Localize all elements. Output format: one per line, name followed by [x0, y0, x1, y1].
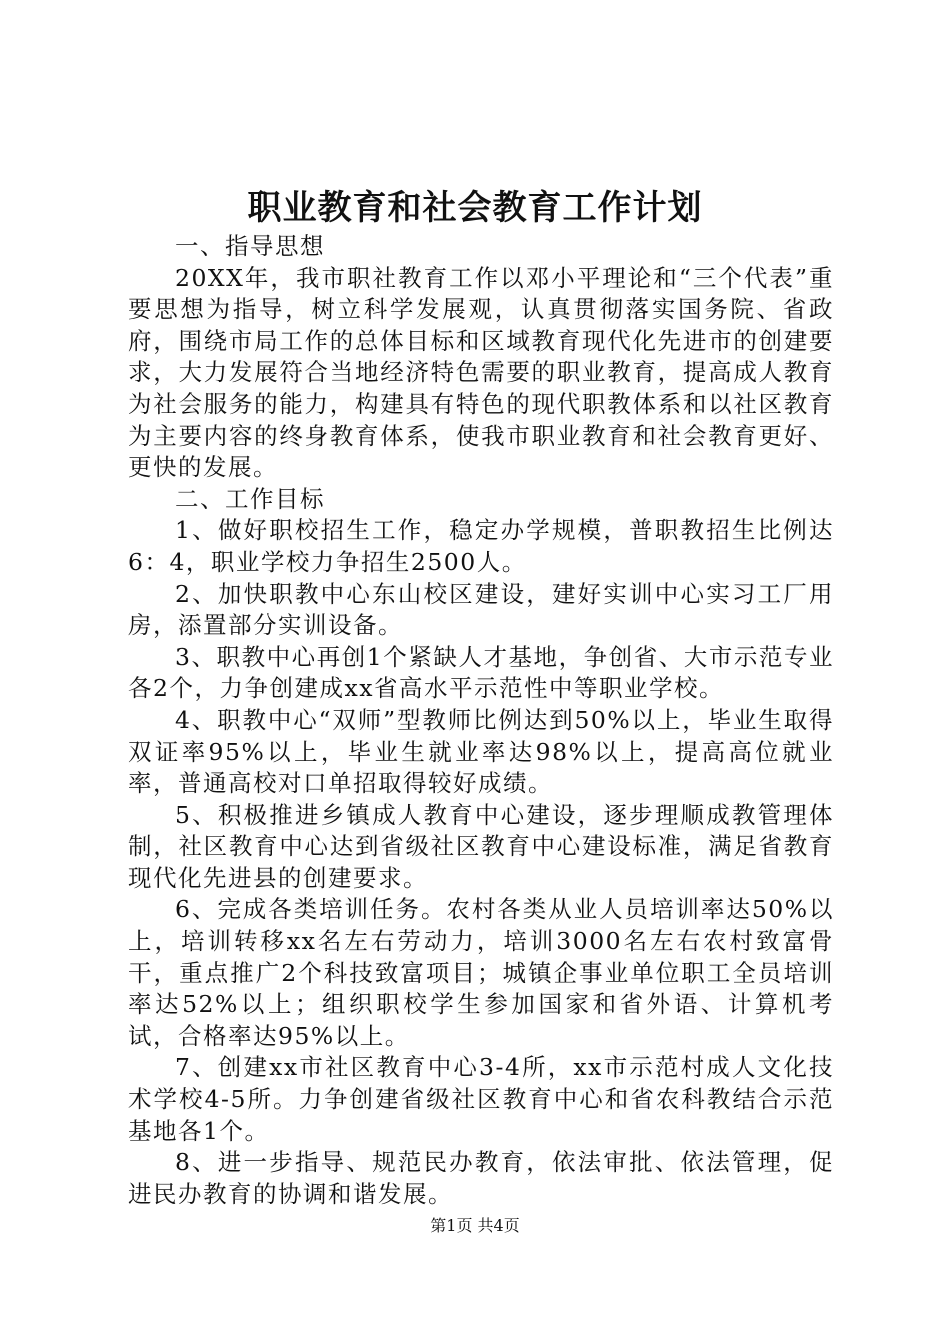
goal-item-4: 4、职教中心“双师”型教师比例达到50%以上，毕业生取得双证率95%以上，毕业生就业率达98%以上，提高高位就业率，普通高校对口单招取得较好成绩。	[128, 705, 834, 798]
paragraph-guiding-ideology: 20XX年，我市职社教育工作以邓小平理论和“三个代表”重要思想为指导，树立科学发展观，认真贯彻落实国务院、省政府，围绕市局工作的总体目标和区域教育现代化先进市的创建要求，大力发展符合当地经济特色需要的职业教育，提高成人教育为社会服务的能力，构建具有特色的现代职教体系和以社区教育为主要内容的终身教育体系，使我市职业教育和社会教育更好、更快的发展。	[128, 263, 834, 482]
goal-item-7: 7、创建xx市社区教育中心3-4所，xx市示范村成人文化技术学校4-5所。力争创建省级社区教育中心和省农科教结合示范基地各1个。	[128, 1053, 834, 1145]
goal-item-6: 6、完成各类培训任务。农村各类从业人员培训率达50%以上，培训转移xx名左右劳动力，培训3000名左右农村致富骨干，重点推广2个科技致富项目；城镇企事业单位职工全员培训率达52%以上；组织职校学生参加国家和省外语、计算机考试，合格率达95%以上。	[128, 895, 834, 1050]
document-title: 职业教育和社会教育工作计划	[247, 188, 703, 228]
goal-item-3: 3、职教中心再创1个紧缺人才基地，争创省、大市示范专业各2个，力争创建成xx省高水平示范性中等职业学校。	[128, 642, 834, 703]
section-heading-guiding-ideology: 一、指导思想	[175, 232, 325, 260]
goal-item-1: 1、做好职校招生工作，稳定办学规模，普职教招生比例达6：4，职业学校力争招生2500人。	[128, 516, 834, 576]
goal-item-8: 8、进一步指导、规范民办教育，依法审批、依法管理，促进民办教育的协调和谐发展。	[128, 1148, 834, 1208]
page-number-footer: 第1页 共4页	[430, 1216, 520, 1235]
goal-item-2: 2、加快职教中心东山校区建设，建好实训中心实习工厂用房，添置部分实训设备。	[128, 579, 834, 640]
document-body	[128, 231, 834, 1210]
goal-item-5: 5、积极推进乡镇成人教育中心建设，逐步理顺成教管理体制，社区教育中心达到省级社区教育中心建设标准，满足省教育现代化先进县的创建要求。	[128, 800, 834, 892]
section-heading-work-goals: 二、工作目标	[175, 484, 325, 513]
